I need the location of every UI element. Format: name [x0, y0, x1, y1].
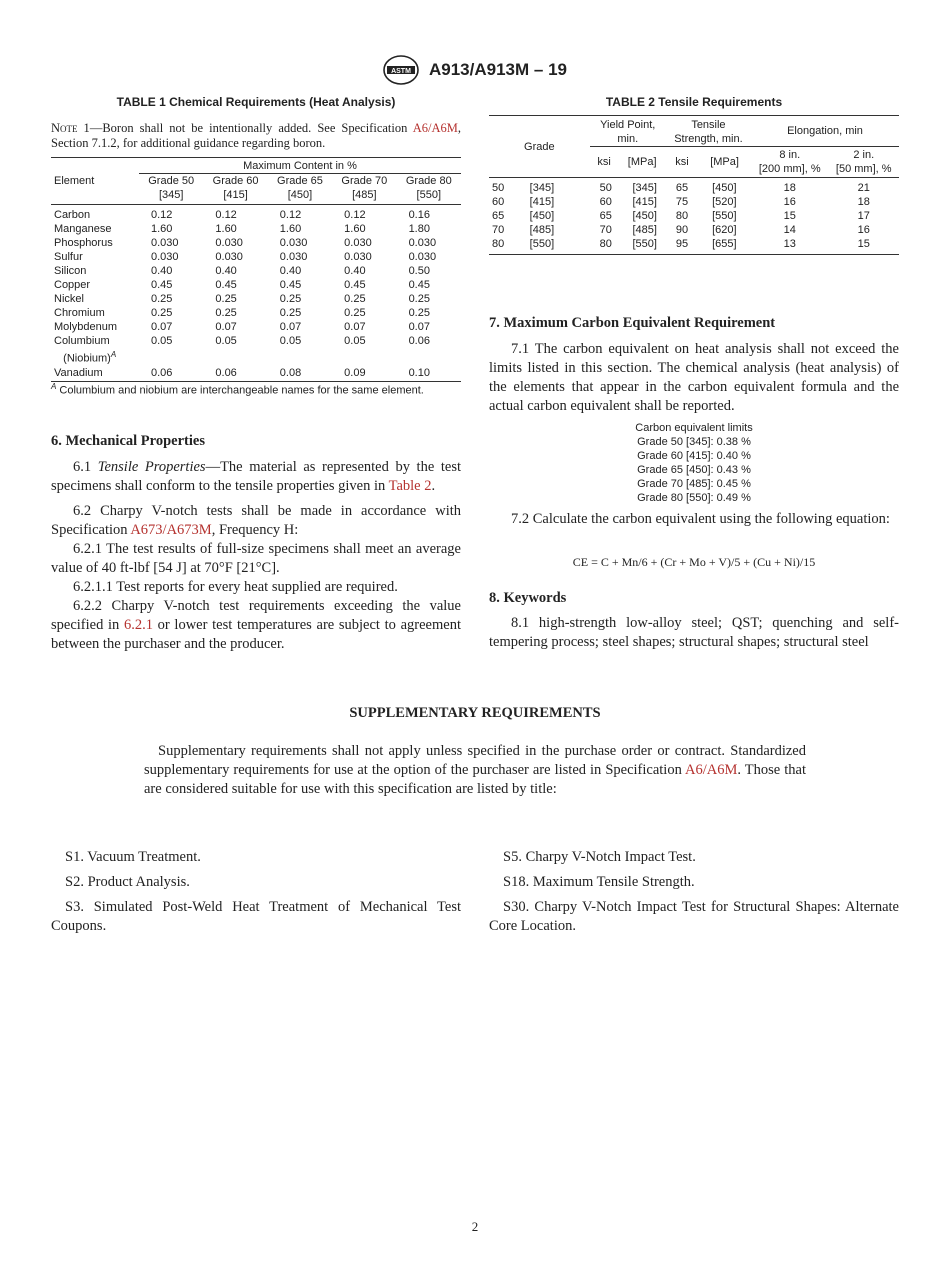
chemical-requirements-table: [51, 157, 461, 382]
limit-item: Grade 80 [550]: 0.49 %: [637, 492, 751, 504]
table-row: Silicon 0.40 0.40 0.40 0.40 0.50: [54, 265, 430, 277]
equation-lhs: CE: [572, 555, 589, 569]
table-row: 50 [345] 50 [345] 65 [450] 18 21: [492, 182, 870, 194]
list-item: S2. Product Analysis.: [65, 874, 190, 890]
page-number: 2: [471, 1219, 479, 1234]
table-row: 70 [485] 70 [485] 90 [620] 14 16: [492, 224, 870, 236]
limits-title: Carbon equivalent limits: [635, 422, 753, 434]
max-content-header: Maximum Content in %: [139, 158, 461, 174]
list-item: S3. Simulated Post-Weld Heat Treatment of Mechanical Test Coupons.: [51, 899, 461, 934]
mpa-subheader: [MPa]: [618, 147, 665, 178]
table2-link[interactable]: Table 2: [388, 478, 432, 494]
para-6-1: 6.1 Tensile Properties—The material as represented by the test specimens shall conform to the tensile properties given in Table 2.: [51, 459, 462, 494]
table-row: Chromium 0.25 0.25 0.25 0.25 0.25: [54, 307, 430, 319]
para-7-2: 7.2 Calculate the carbon equivalent using the following equation:: [511, 511, 890, 527]
elongation-header: Elongation, min: [751, 116, 899, 147]
ksi-subheader: ksi: [666, 147, 698, 178]
section-6-2-1-link[interactable]: 6.2.1: [123, 617, 153, 633]
para-6-2-1: 6.2.1 The test results of full-size specimens shall meet an average value of 40 ft-lbf [54 J] at 70°F [21°C].: [51, 541, 461, 576]
carbon-equivalent-equation: [489, 555, 899, 570]
grade-header: Grade 60 [415]: [203, 174, 267, 205]
a6-link[interactable]: A6/A6M: [685, 762, 738, 778]
supplementary-intro: Supplementary requirements shall not apply unless specified in the purchase order or contract. Standardized supplementary requirements for use at the option of the purchaser are listed in Specification A6/A6M. Those that are considered suitable for use with this specification are listed by title:: [144, 743, 807, 797]
list-item: S30. Charpy V-Notch Impact Test for Structural Shapes: Alternate Core Location.: [489, 899, 899, 934]
limit-item: Grade 50 [345]: 0.38 %: [637, 436, 751, 448]
para-6-2-2: 6.2.2 Charpy V-notch test requirements exceeding the value specified in 6.2.1 or lower test temperatures are subject to agreement between the purchaser and the producer.: [51, 598, 461, 652]
carbon-equivalent-limits: [489, 421, 899, 505]
grade-header: Grade 50 [345]: [139, 174, 203, 205]
list-item: S18. Maximum Tensile Strength.: [503, 874, 695, 890]
table-row: Vanadium 0.06 0.06 0.08 0.09 0.10: [54, 366, 430, 379]
section8-heading: 8. Keywords: [489, 590, 567, 606]
mpa-subheader: [MPa]: [698, 147, 751, 178]
note-link-a6[interactable]: A6/A6M: [412, 121, 458, 135]
document-designation: A913/A913M – 19: [429, 60, 567, 79]
list-item: S5. Charpy V-Notch Impact Test.: [503, 849, 696, 865]
ksi-subheader: ksi: [590, 147, 619, 178]
table-row: 65 [450] 65 [450] 80 [550] 15 17: [492, 210, 870, 222]
table-row: Manganese 1.60 1.60 1.60 1.60 1.80: [54, 223, 430, 235]
yield-header: Yield Point, min.: [590, 116, 666, 147]
table1-note: [51, 121, 461, 151]
table-row: Sulfur 0.030 0.030 0.030 0.030 0.030: [54, 251, 437, 263]
supplementary-list-right: [489, 848, 899, 936]
table-row: Molybdenum 0.07 0.07 0.07 0.07 0.07: [54, 321, 430, 333]
table-row: 80 [550] 80 [550] 95 [655] 13 15: [492, 238, 870, 250]
page-header: [0, 55, 950, 85]
section7-heading: 7. Maximum Carbon Equivalent Requirement: [489, 315, 776, 331]
table-row: 60 [415] 60 [415] 75 [520] 16 18: [492, 196, 870, 208]
table1-footnote: $^A$ Columbium and niobium are interchangeable names for the same element.: [51, 382, 424, 397]
table1-note-label: Note 1: [51, 121, 90, 135]
limit-item: Grade 60 [415]: 0.40 %: [637, 450, 751, 462]
grade-header: Grade: [489, 116, 590, 178]
logo-text: ASTM: [391, 68, 411, 75]
table-row: Nickel 0.25 0.25 0.25 0.25 0.25: [54, 293, 430, 305]
element-header: Element: [51, 158, 139, 205]
grade-header: Grade 70 [485]: [332, 174, 396, 205]
grade-header: Grade 65 [450]: [268, 174, 332, 205]
tensile-requirements-table: [489, 115, 899, 255]
para-6-2-1-1: 6.2.1.1 Test reports for every heat supplied are required.: [73, 579, 398, 595]
table2-caption: TABLE 2 Tensile Requirements: [605, 95, 783, 109]
grade-header: Grade 80 [550]: [397, 174, 461, 205]
table1-note-text: —Boron shall not be intentionally added. See Specification: [89, 121, 413, 135]
supplementary-heading: SUPPLEMENTARY REQUIREMENTS: [349, 705, 601, 721]
tensile-header: Tensile Strength, min.: [666, 116, 751, 147]
limit-item: Grade 70 [485]: 0.45 %: [637, 478, 751, 490]
table1-caption: TABLE 1 Chemical Requirements (Heat Analysis): [116, 95, 396, 109]
elong-2in-subheader: 2 in. [50 mm], %: [828, 147, 899, 178]
list-item: S1. Vacuum Treatment.: [65, 849, 201, 865]
section6-body: [51, 458, 461, 654]
astm-logo-icon: [383, 55, 419, 85]
table-row: Columbium (Niobium)$^A$ 0.05 0.05 0.05 0.05 0.06: [54, 335, 430, 365]
supplementary-list-left: [51, 848, 461, 936]
para-7-1: 7.1 The carbon equivalent on heat analysis shall not exceed the limits listed in this section. The chemical analysis (heat analysis) of the elements that appear in the carbon equivalent formula and the actual carbon equivalent shall be reported.: [489, 341, 899, 414]
table-row: Carbon 0.12 0.12 0.12 0.12 0.16: [54, 209, 430, 221]
elong-8in-subheader: 8 in. [200 mm], %: [751, 147, 828, 178]
table1-note-text-end: , Section 7.1.2, for additional guidance regarding boron.: [51, 121, 461, 150]
section6-heading: 6. Mechanical Properties: [51, 433, 205, 449]
para-8-1: 8.1 high-strength low-alloy steel; QST; quenching and self-tempering process; steel shapes; structural shapes; structural steel: [489, 615, 899, 650]
a673-link[interactable]: A673/A673M: [130, 522, 212, 538]
table-row: Phosphorus 0.030 0.030 0.030 0.030 0.030: [54, 237, 437, 249]
para-6-2: 6.2 Charpy V-notch tests shall be made in accordance with Specification A673/A673M, Frequency H:: [51, 503, 461, 538]
table-row: Copper 0.45 0.45 0.45 0.45 0.45: [54, 279, 430, 291]
equation-rhs: = C + Mn/6 + (Cr + Mo + V)/5 + (Cu + Ni)/15: [591, 555, 816, 569]
limit-item: Grade 65 [450]: 0.43 %: [637, 464, 751, 476]
